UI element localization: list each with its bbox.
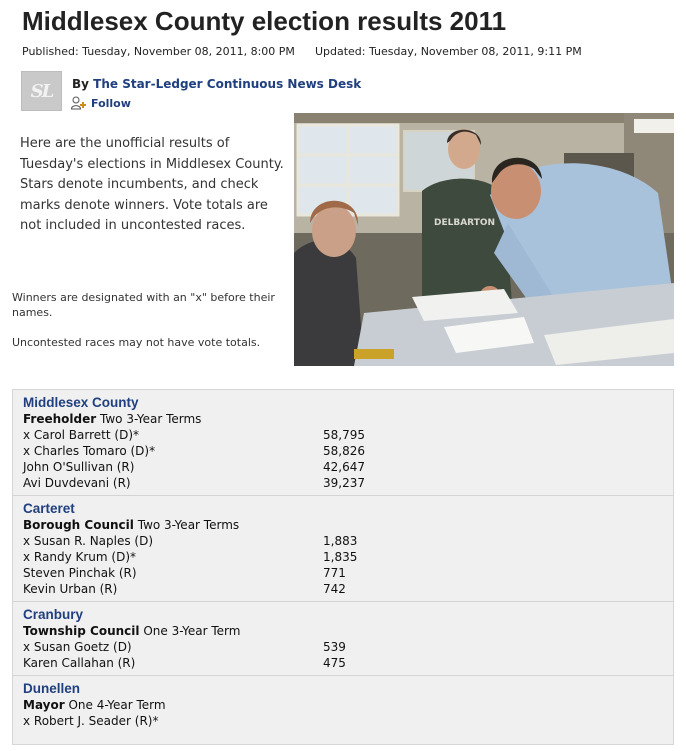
article-title: Middlesex County election results 2011 [22,6,507,36]
office-name: Borough Council [23,518,134,532]
candidate-row [23,655,663,671]
uncontested-note: Uncontested races may not have vote totals. [12,336,261,349]
candidate-row [23,533,663,549]
candidate-row [23,713,663,729]
author-link[interactable]: The Star-Ledger Continuous News Desk [93,77,362,91]
candidate-name: Karen Callahan (R) [23,656,136,670]
county-heading: Carteret [23,501,75,516]
candidate-votes: 42,647 [323,460,365,474]
race-block [13,676,673,733]
office-line [23,697,663,713]
candidate-row [23,427,663,443]
county-heading: Cranbury [23,607,84,622]
candidate-name: x Carol Barrett (D)* [23,428,139,442]
candidate-row [23,565,663,581]
candidate-row [23,443,663,459]
candidate-name: x Charles Tomaro (D)* [23,444,156,458]
published-date: Published: Tuesday, November 08, 2011, 8:00 PM [22,45,295,58]
office-line [23,517,663,533]
candidate-row [23,475,663,491]
office-terms: Two 3-Year Terms [137,518,240,532]
candidate-name: x Susan R. Naples (D) [23,534,154,548]
county-heading: Middlesex County [23,395,139,410]
office-name: Freeholder [23,412,97,426]
race-block [13,496,673,602]
office-name: Mayor [23,698,65,712]
candidate-name: Kevin Urban (R) [23,582,118,596]
candidate-votes: 1,835 [323,550,358,564]
candidate-name: Steven Pinchak (R) [23,566,137,580]
winners-note: Winners are designated with an "x" before their names. [12,291,275,319]
office-line [23,623,663,639]
candidate-name: John O'Sullivan (R) [23,460,135,474]
office-name: Township Council [23,624,140,638]
byline-prefix: By [72,77,89,91]
follow-button[interactable] [71,96,131,110]
county-heading: Dunellen [23,681,81,696]
office-terms: Two 3-Year Terms [100,412,202,426]
byline [72,77,361,91]
candidate-votes: 475 [323,656,346,670]
candidate-name: x Robert J. Seader (R)* [23,714,159,728]
office-terms: One 3-Year Term [143,624,241,638]
author-logo: SL [21,71,62,111]
race-block [13,390,673,496]
sweatshirt-text: DELBARTON [434,218,496,228]
candidate-row [23,459,663,475]
candidate-name: x Susan Goetz (D) [23,640,132,654]
candidate-votes: 771 [323,566,346,580]
office-terms: One 4-Year Term [68,698,166,712]
person [294,240,364,366]
candidate-row [23,581,663,597]
race-block [13,602,673,676]
office-line [23,411,663,427]
candidate-votes: 39,237 [323,476,365,490]
candidate-row [23,549,663,565]
candidate-votes: 539 [323,640,346,654]
candidate-row [23,639,663,655]
candidate-votes: 742 [323,582,346,596]
candidate-votes: 1,883 [323,534,358,548]
updated-date: Updated: Tuesday, November 08, 2011, 9:11 PM [314,45,582,58]
add-person-icon [71,96,86,110]
results-table [12,389,674,745]
candidate-votes: 58,795 [323,428,365,442]
follow-label: Follow [91,96,131,110]
article-photo [294,113,674,366]
article-dates [22,45,582,58]
window [298,125,398,215]
candidate-name: Avi Duvdevani (R) [23,476,131,490]
intro-text: Here are the unofficial results of Tuesday's elections in Middlesex County. Stars denote incumbents, and check marks denote winners. Vote totals are not included in uncontested races. [20,136,284,233]
candidate-votes: 58,826 [323,444,365,458]
candidate-name: x Randy Krum (D)* [23,550,136,564]
